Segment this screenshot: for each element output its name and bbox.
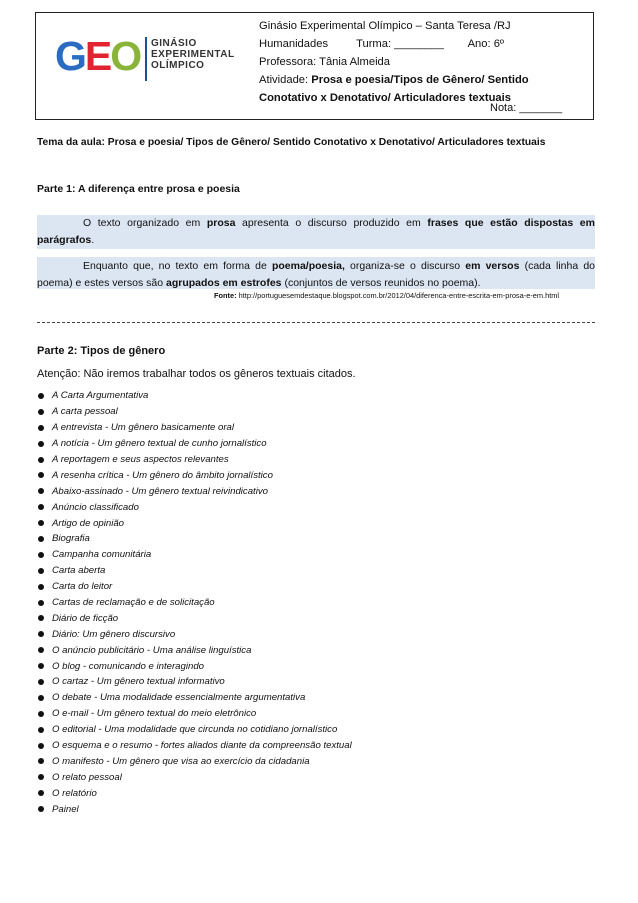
genre-list-item [37,738,352,754]
logo-line-3: OLÍMPICO [151,60,205,71]
genre-list-item [37,483,352,499]
genre-list-item [37,674,352,690]
p1-text-c: apresenta o discurso produzido em [235,217,428,229]
bullet-icon [38,441,44,447]
p1-bold-prosa: prosa [206,217,236,229]
genre-list-item [37,642,352,658]
genre-list-item [37,388,352,404]
atividade-label: Atividade: [259,74,312,86]
class-line [259,35,529,53]
genre-label: O relato pessoal [52,771,122,783]
bullet-icon [38,774,44,780]
logo-letter-g: G [55,33,85,79]
paragraph-prosa [37,215,595,249]
genre-list-item [37,785,352,801]
bullet-icon [38,806,44,812]
genre-label: O cartaz - Um gênero textual informativo [52,676,225,688]
bullet-icon [38,393,44,399]
p2-text-a: Enquanto que, no texto em forma de [83,260,272,272]
genre-list-item [37,595,352,611]
genre-list-item [37,467,352,483]
genre-label: A notícia - Um gênero textual de cunho jornalístico [52,438,267,450]
bullet-icon [38,663,44,669]
bullet-icon [38,758,44,764]
genre-label: Biografia [52,533,90,545]
bullet-icon [38,488,44,494]
bullet-icon [38,472,44,478]
bullet-icon [38,409,44,415]
parte2-title: Parte 2: Tipos de gênero [37,345,166,357]
paragraph-poesia [37,258,595,292]
professora-line: Professora: Tânia Almeida [259,56,391,68]
school-logo [55,33,255,85]
genre-label: O editorial - Uma modalidade que circunda no cotidiano jornalístico [52,724,338,736]
atividade-line-2 [259,89,529,107]
genre-list-item [37,531,352,547]
bullet-icon [38,743,44,749]
genre-label: Diário: Um gênero discursivo [52,628,176,640]
genre-label: O esquema e o resumo - fortes aliados diante da compreensão textual [52,740,352,752]
header-info [259,17,529,107]
p2-bold-estrofes: agrupados em estrofes [165,277,282,289]
genre-label: O debate - Uma modalidade essencialmente argumentativa [52,692,306,704]
p1-text-a: O texto organizado em [83,217,207,229]
parte1-title: Parte 1: A diferença entre prosa e poesia [37,183,240,195]
fonte-url: http://portuguesemdestaque.blogspot.com.br/2012/04/diferenca-entre-escrita-em-prosa-e-em.html [236,291,560,300]
genre-label: Abaixo-assinado - Um gênero textual reivindicativo [52,485,268,497]
bullet-icon [38,520,44,526]
bullet-icon [38,695,44,701]
atividade-value: Prosa e poesia/Tipos de Gênero/ Sentido [311,74,529,86]
genre-label: Campanha comunitária [52,549,152,561]
genre-list [37,388,352,817]
atividade-line [259,71,529,89]
geo-logo-letters [55,33,143,85]
genre-label: A Carta Argumentativa [52,390,149,402]
p2-text-e: (cada linha do poema) e estes versos são [37,260,596,289]
section-divider [37,322,595,323]
genre-label: A carta pessoal [52,406,118,418]
area-label: Humanidades [259,38,329,50]
logo-letter-o: O [110,33,141,79]
bullet-icon [38,457,44,463]
genre-list-item [37,658,352,674]
logo-divider [145,37,147,81]
bullet-icon [38,727,44,733]
genre-label: Painel [52,803,79,815]
genre-list-item [37,420,352,436]
genre-list-item [37,579,352,595]
genre-list-item [37,547,352,563]
genre-list-item [37,436,352,452]
bullet-icon [38,504,44,510]
genre-label: Carta do leitor [52,581,113,593]
genre-list-item [37,404,352,420]
p2-bold-versos: em versos [465,260,520,272]
bullet-icon [38,631,44,637]
bullet-icon [38,552,44,558]
fonte-label: Fonte: [214,291,237,300]
genre-label: O manifesto - Um gênero que visa ao exercício da cidadania [52,755,310,767]
genre-list-item [37,753,352,769]
logo-letter-e: E [84,33,111,79]
genre-list-item [37,515,352,531]
genre-list-item [37,610,352,626]
logo-school-name [151,38,235,71]
p2-text-c: organiza-se o discurso [344,260,466,272]
bullet-icon [38,568,44,574]
nota-field: Nota: _______ [490,102,563,114]
bullet-icon [38,711,44,717]
bullet-icon [38,425,44,431]
p1-text-e: . [91,234,95,246]
bullet-icon [38,790,44,796]
bullet-icon [38,679,44,685]
genre-label: Cartas de reclamação e de solicitação [52,597,215,609]
bullet-icon [38,536,44,542]
genre-list-item [37,769,352,785]
genre-label: O relatório [52,787,97,799]
genre-label: A entrevista - Um gênero basicamente oral [52,422,235,434]
p2-text-g: (conjuntos de versos reunidos no poema). [281,277,481,289]
genre-list-item [37,706,352,722]
turma-label: Turma: ________ [356,38,444,50]
bullet-icon [38,600,44,606]
genre-list-item [37,626,352,642]
genre-list-item [37,690,352,706]
genre-list-item [37,722,352,738]
logo-line-2: EXPERIMENTAL [151,49,235,60]
genre-label: A reportagem e seus aspectos relevantes [52,454,229,465]
bullet-icon [38,615,44,621]
genre-label: Diário de ficção [52,612,119,624]
logo-line-1: GINÁSIO [151,38,197,49]
p2-bold-poema: poema/poesia, [271,260,345,272]
genre-list-item [37,499,352,515]
genre-label: Carta aberta [52,565,106,577]
fonte-citation [214,291,559,300]
genre-label: A resenha crítica - Um gênero do âmbito jornalístico [52,469,273,481]
genre-label: Artigo de opinião [52,517,125,529]
tema-da-aula: Tema da aula: Prosa e poesia/ Tipos de Gênero/ Sentido Conotativo x Denotativo/ Articuladores textuais [37,137,546,148]
genre-label: O anúncio publicitário - Uma análise linguística [52,644,252,656]
genre-label: O e-mail - Um gênero textual do meio eletrônico [52,708,257,720]
p1-bold-frases: frases que estão dispostas em parágrafos [37,217,595,246]
bullet-icon [38,647,44,653]
genre-label: Anúncio classificado [52,501,139,513]
ano-label: Ano: 6º [467,38,505,50]
genre-label: O blog - comunicando e interagindo [52,660,204,672]
genre-list-item [37,452,352,468]
atencao-note: Atenção: Não iremos trabalhar todos os gêneros textuais citados. [37,368,356,380]
genre-list-item [37,801,352,817]
school-line: Ginásio Experimental Olímpico – Santa Teresa /RJ [259,20,511,32]
genre-list-item [37,563,352,579]
atividade-value-2: Conotativo x Denotativo/ Articuladores textuais [259,92,511,104]
bullet-icon [38,584,44,590]
